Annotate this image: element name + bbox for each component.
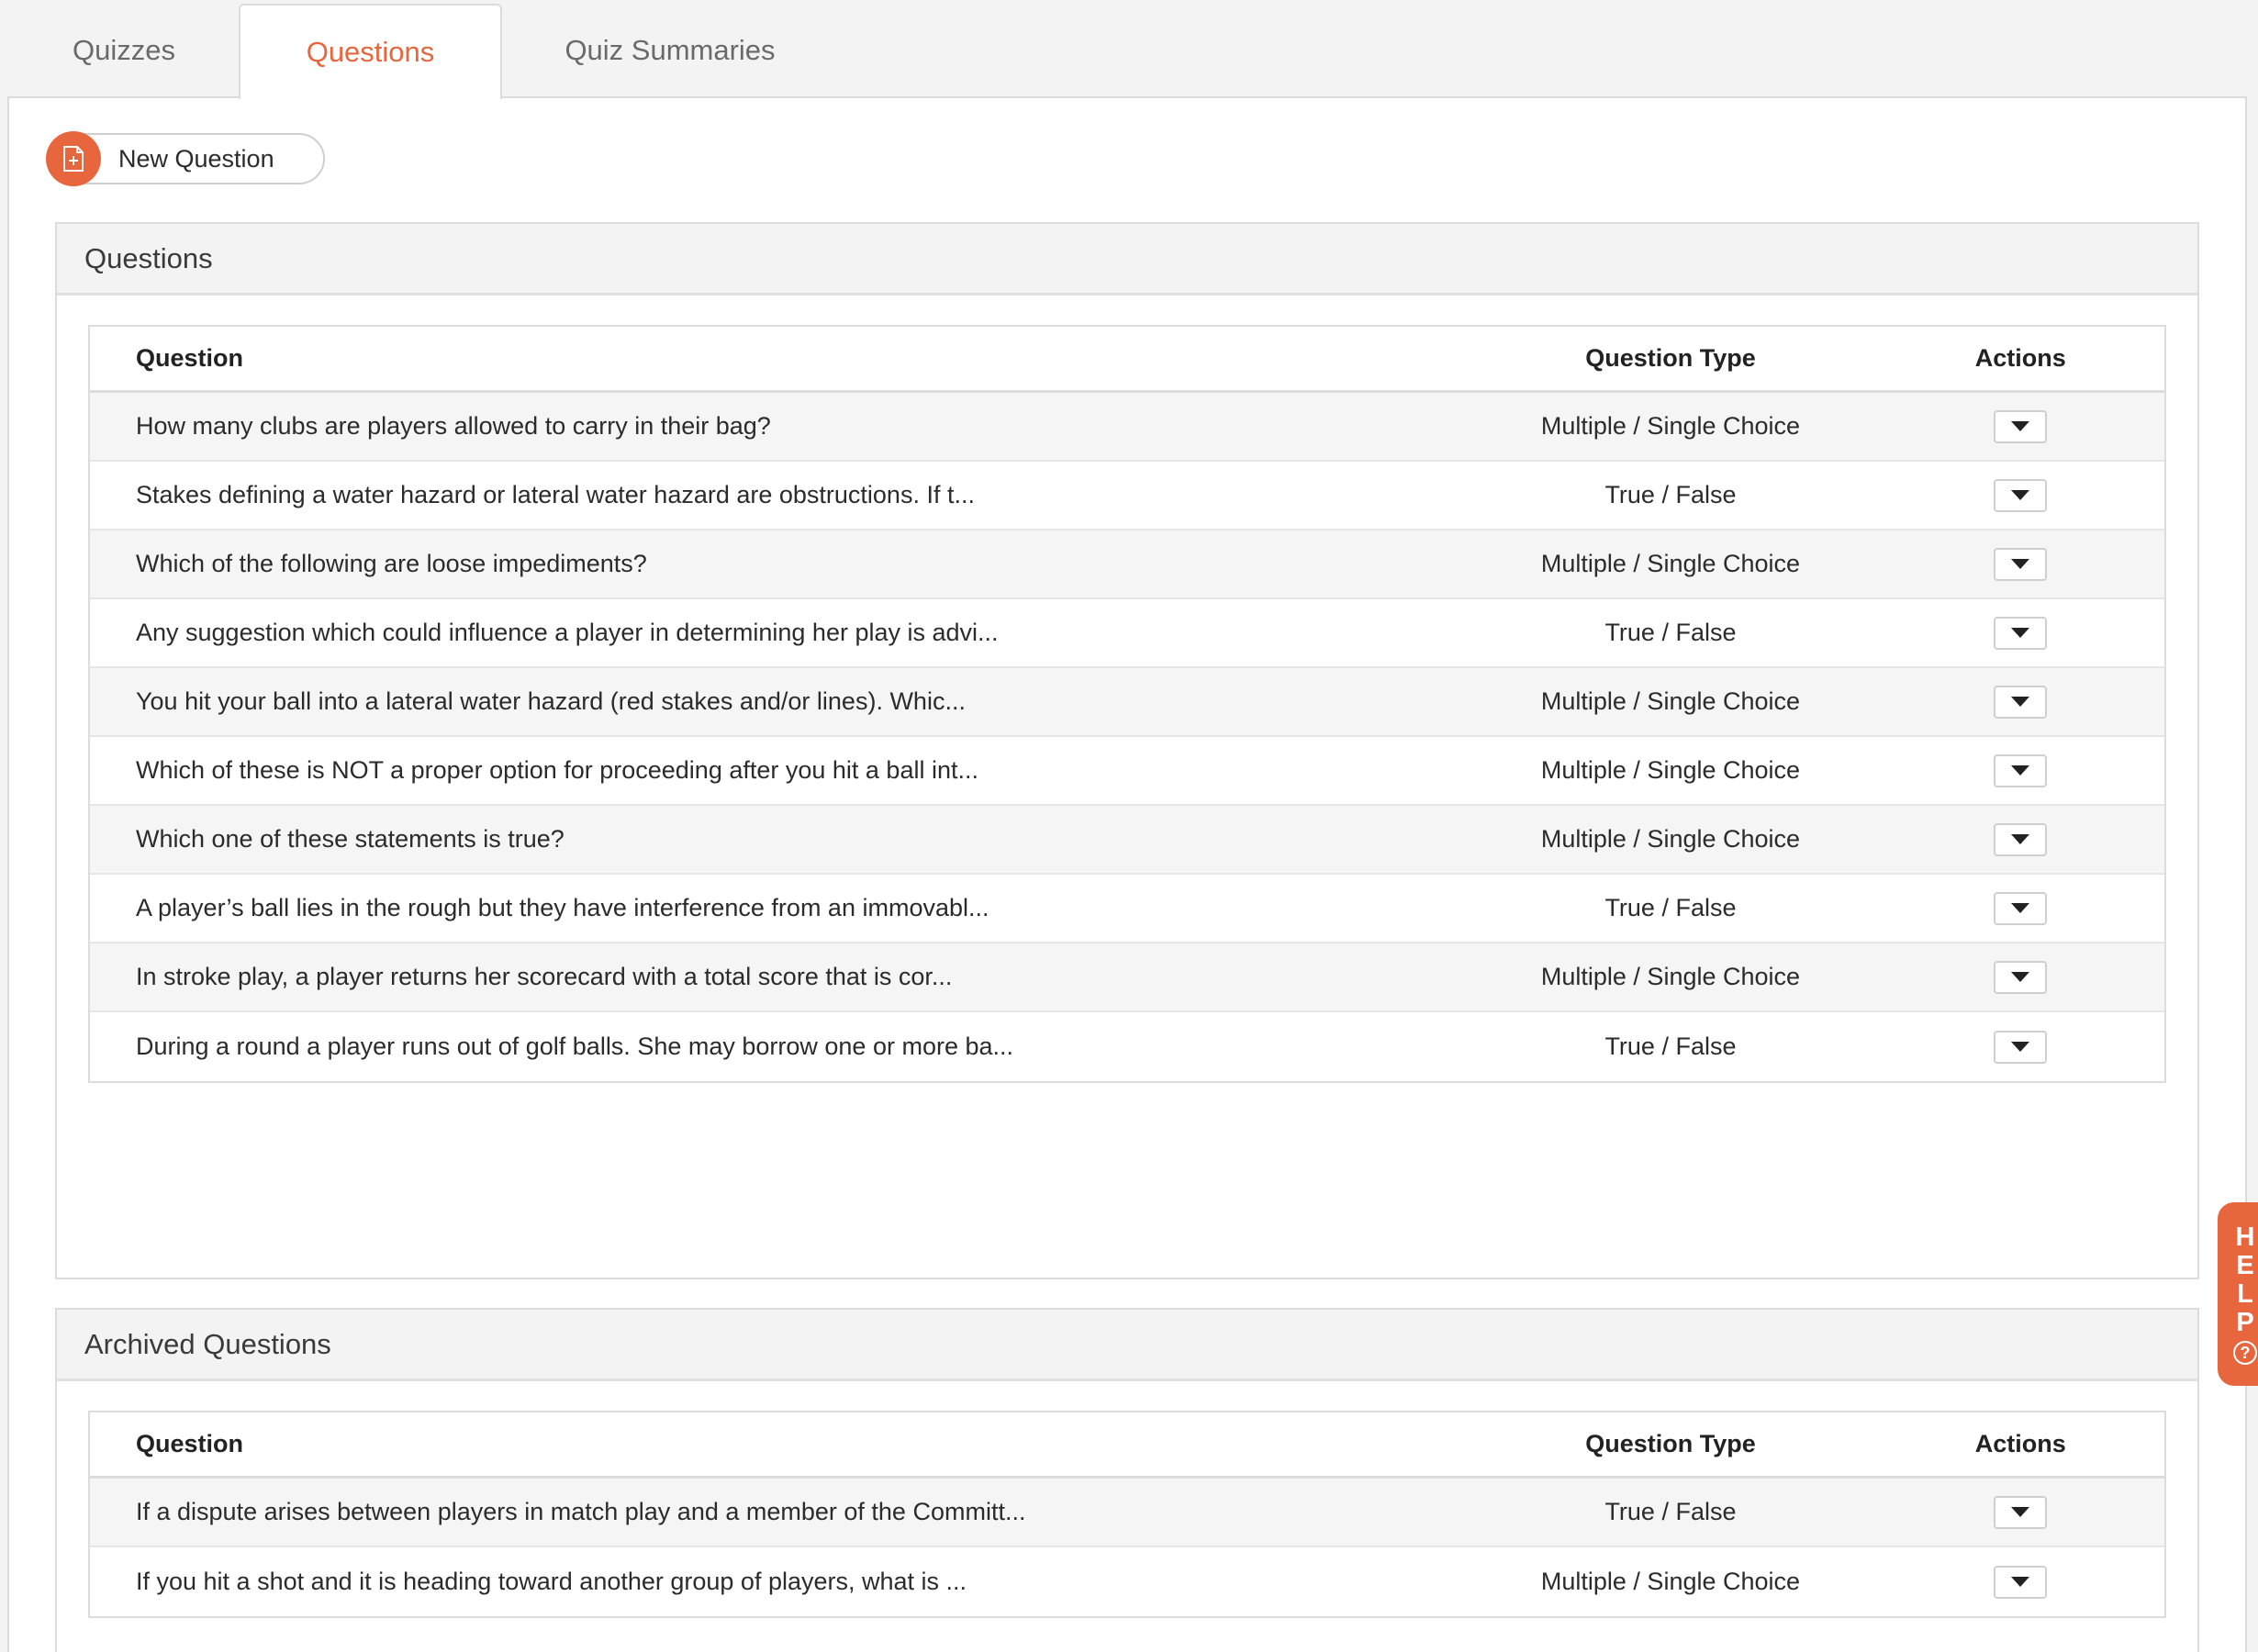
- actions-cell: [1877, 479, 2164, 512]
- caret-down-icon: [2011, 765, 2029, 776]
- actions-dropdown-button[interactable]: [1994, 479, 2047, 512]
- questions-table: [88, 325, 2166, 1083]
- actions-cell: [1877, 823, 2164, 856]
- question-text: If a dispute arises between players in match play and a member of the Committ...: [136, 1498, 1026, 1525]
- actions-cell: [1877, 754, 2164, 787]
- table-row: [90, 737, 2164, 806]
- question-text: Which one of these statements is true?: [136, 825, 564, 853]
- question-type: True / False: [1604, 1032, 1737, 1060]
- column-header-question-type: Question Type: [1585, 1430, 1756, 1457]
- caret-down-icon: [2011, 490, 2029, 500]
- caret-down-icon: [2011, 972, 2029, 982]
- question-text: A player’s ball lies in the rough but they have interference from an immovabl...: [136, 894, 989, 921]
- actions-cell: [1877, 1031, 2164, 1064]
- question-type: True / False: [1604, 481, 1737, 508]
- help-letter: P: [2236, 1308, 2254, 1337]
- caret-down-icon: [2011, 834, 2029, 844]
- table-row: [90, 1547, 2164, 1616]
- column-header-actions: Actions: [1974, 344, 2066, 372]
- question-text: Any suggestion which could influence a player in determining her play is advi...: [136, 619, 999, 646]
- archived-table-body: [90, 1479, 2164, 1616]
- main-panel: [7, 96, 2247, 1652]
- question-type: Multiple / Single Choice: [1540, 1568, 1801, 1595]
- caret-down-icon: [2011, 1042, 2029, 1052]
- caret-down-icon: [2011, 1507, 2029, 1517]
- help-tab[interactable]: [2218, 1202, 2258, 1386]
- actions-dropdown-button[interactable]: [1994, 1496, 2047, 1529]
- new-document-icon: [46, 131, 101, 186]
- actions-dropdown-button[interactable]: [1994, 617, 2047, 650]
- question-text: Which of the following are loose impediments?: [136, 550, 647, 577]
- caret-down-icon: [2011, 628, 2029, 638]
- caret-down-icon: [2011, 903, 2029, 913]
- actions-dropdown-button[interactable]: [1994, 686, 2047, 719]
- caret-down-icon: [2011, 697, 2029, 707]
- actions-cell: [1877, 1496, 2164, 1529]
- table-row: [90, 806, 2164, 875]
- question-type: True / False: [1604, 894, 1737, 921]
- actions-dropdown-button[interactable]: [1994, 823, 2047, 856]
- actions-cell: [1877, 617, 2164, 650]
- help-letter: H: [2235, 1222, 2255, 1252]
- table-row: [90, 943, 2164, 1012]
- archived-questions-table: [88, 1411, 2166, 1618]
- new-question-label: New Question: [118, 144, 274, 173]
- question-text: How many clubs are players allowed to carry in their bag?: [136, 412, 771, 440]
- help-letter: L: [2237, 1279, 2253, 1309]
- tab-questions[interactable]: Questions: [239, 4, 502, 99]
- question-type: True / False: [1604, 619, 1737, 646]
- new-question-button[interactable]: [48, 133, 325, 184]
- table-row: [90, 668, 2164, 737]
- actions-cell: [1877, 410, 2164, 443]
- archived-section-title: Archived Questions: [57, 1310, 2197, 1381]
- question-circle-icon: ?: [2233, 1341, 2257, 1365]
- caret-down-icon: [2011, 559, 2029, 569]
- question-type: Multiple / Single Choice: [1540, 825, 1801, 853]
- table-row: [90, 393, 2164, 462]
- column-header-question: Question: [136, 1430, 244, 1457]
- question-text: You hit your ball into a lateral water hazard (red stakes and/or lines). Whic...: [136, 687, 966, 715]
- caret-down-icon: [2011, 1577, 2029, 1587]
- questions-section: [55, 222, 2199, 1279]
- help-letter: E: [2236, 1251, 2254, 1280]
- question-type: Multiple / Single Choice: [1540, 550, 1801, 577]
- question-text: During a round a player runs out of golf balls. She may borrow one or more ba...: [136, 1032, 1014, 1060]
- table-row: [90, 599, 2164, 668]
- question-type: True / False: [1604, 1498, 1737, 1525]
- actions-dropdown-button[interactable]: [1994, 754, 2047, 787]
- questions-section-title: Questions: [57, 224, 2197, 296]
- question-type: Multiple / Single Choice: [1540, 756, 1801, 784]
- actions-cell: [1877, 961, 2164, 994]
- archived-questions-section: [55, 1308, 2199, 1652]
- actions-dropdown-button[interactable]: [1994, 548, 2047, 581]
- actions-cell: [1877, 686, 2164, 719]
- tab-bar: [0, 0, 2258, 97]
- actions-dropdown-button[interactable]: [1994, 410, 2047, 443]
- table-row: [90, 462, 2164, 530]
- question-text: If you hit a shot and it is heading toward another group of players, what is ...: [136, 1568, 967, 1595]
- table-row: [90, 875, 2164, 943]
- tab-quiz-summaries[interactable]: Quiz Summaries: [564, 34, 776, 66]
- column-header-question-type: Question Type: [1585, 344, 1756, 372]
- column-header-actions: Actions: [1974, 1430, 2066, 1457]
- column-header-question: Question: [136, 344, 244, 372]
- table-header: [90, 327, 2164, 393]
- table-row: [90, 1479, 2164, 1547]
- questions-table-body: [90, 393, 2164, 1081]
- actions-dropdown-button[interactable]: [1994, 1031, 2047, 1064]
- question-type: Multiple / Single Choice: [1540, 412, 1801, 440]
- actions-dropdown-button[interactable]: [1994, 892, 2047, 925]
- question-text: Which of these is NOT a proper option for proceeding after you hit a ball int...: [136, 756, 978, 784]
- question-type: Multiple / Single Choice: [1540, 687, 1801, 715]
- table-row: [90, 1012, 2164, 1081]
- table-header: [90, 1412, 2164, 1479]
- actions-cell: [1877, 892, 2164, 925]
- question-text: Stakes defining a water hazard or lateral water hazard are obstructions. If t...: [136, 481, 975, 508]
- table-row: [90, 530, 2164, 599]
- question-text: In stroke play, a player returns her scorecard with a total score that is cor...: [136, 963, 953, 990]
- caret-down-icon: [2011, 421, 2029, 431]
- actions-dropdown-button[interactable]: [1994, 961, 2047, 994]
- actions-cell: [1877, 548, 2164, 581]
- actions-cell: [1877, 1566, 2164, 1599]
- question-type: Multiple / Single Choice: [1540, 963, 1801, 990]
- actions-dropdown-button[interactable]: [1994, 1566, 2047, 1599]
- tab-quizzes[interactable]: Quizzes: [73, 34, 175, 66]
